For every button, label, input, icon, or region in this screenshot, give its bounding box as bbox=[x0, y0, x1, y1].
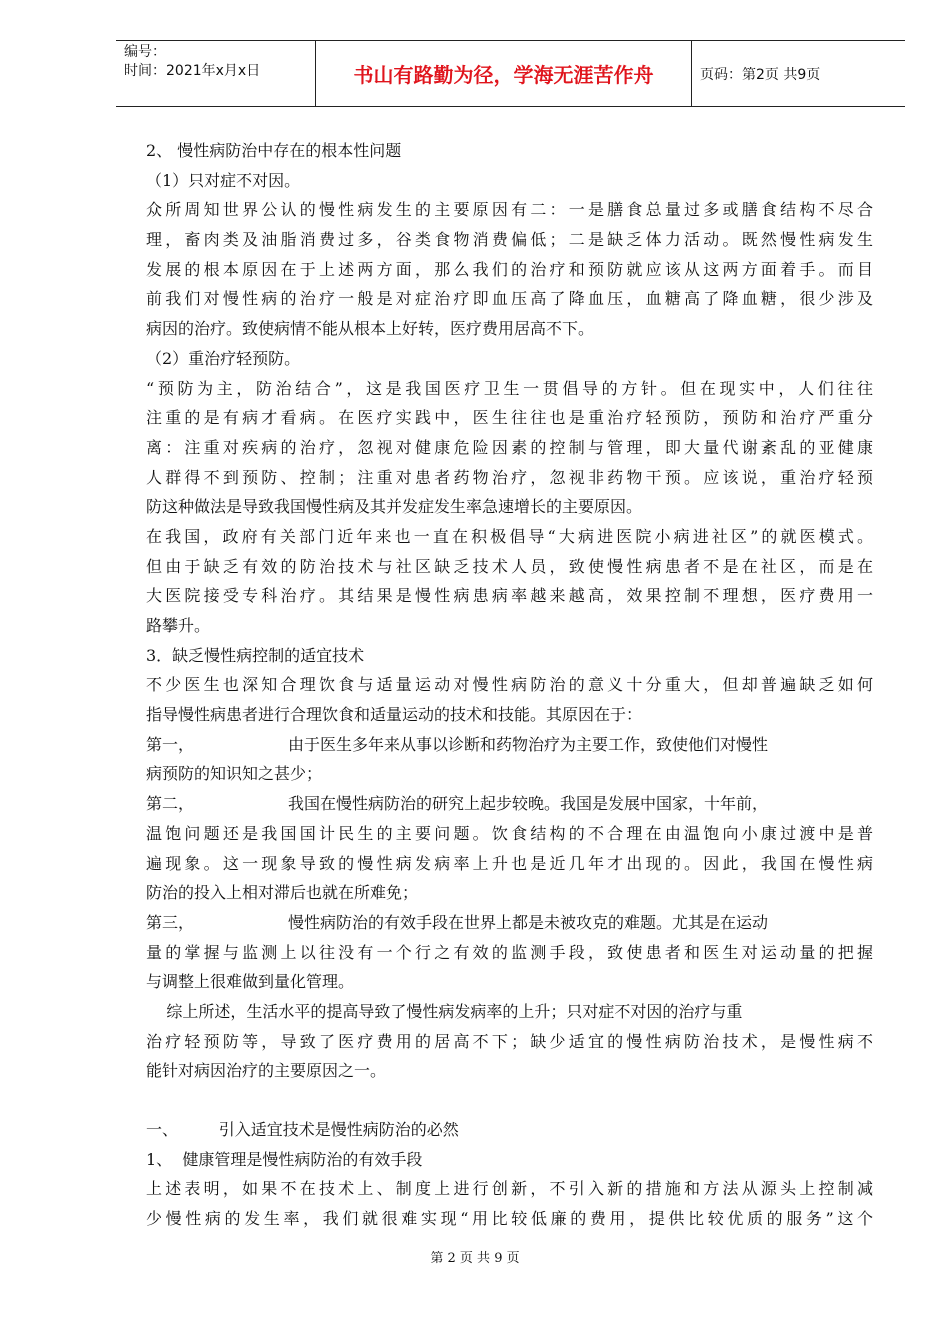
paragraph-line: 人群得不到预防、控制；注重对患者药物治疗，忽视非药物干预。应该说，重治疗轻预 bbox=[146, 467, 873, 487]
list-item-third bbox=[146, 908, 873, 938]
header-table bbox=[116, 40, 905, 107]
paragraph-line: 不少医生也深知合理饮食与适量运动对慢性病防治的意义十分重大，但却普遍缺乏如何 bbox=[146, 675, 873, 695]
paragraph-line: 在我国，政府有关部门近年来也一直在积极倡导“大病进医院小病进社区”的就医模式。 bbox=[146, 526, 873, 546]
paragraph-line: “预防为主，防治结合”，这是我国医疗卫生一贯倡导的方针。但在现实中，人们往往 bbox=[146, 378, 873, 398]
header-page-cell bbox=[692, 41, 905, 106]
paragraph-line: 大医院接受专科治疗。其结果是慢性病患病率越来越高，效果控制不理想，医疗费用一 bbox=[146, 586, 873, 606]
list-lead: 第三， bbox=[146, 912, 195, 932]
paragraph-line: 与调整上很难做到量化管理。 bbox=[146, 972, 355, 992]
paragraph-line: 指导慢性病患者进行合理饮食和适量运动的技术和技能。其原因在于： bbox=[146, 705, 643, 725]
subsection-heading: （1）只对症不对因。 bbox=[146, 170, 301, 190]
paragraph-line: 前我们对慢性病的治疗一般是对症治疗即血压高了降血压，血糖高了降血糖，很少涉及 bbox=[146, 289, 873, 309]
paragraph-line: 治疗轻预防等，导致了医疗费用的居高不下；缺少适宜的慢性病防治技术，是慢性病不 bbox=[146, 1031, 873, 1051]
paragraph-line: 遍现象。这一现象导致的慢性病发病率上升也是近几年才出现的。因此，我国在慢性病 bbox=[146, 853, 873, 873]
section-heading: 3．缺乏慢性病控制的适宜技术 bbox=[146, 645, 365, 665]
blank-line bbox=[146, 1086, 873, 1115]
paragraph-line: 上述表明，如果不在技术上、制度上进行创新，不引入新的措施和方法从源头上控制减 bbox=[146, 1179, 873, 1199]
paragraph-line: 发展的根本原因在于上述两方面，那么我们的治疗和预防就应该从这两方面着手。而目 bbox=[146, 259, 873, 279]
paragraph-line: 众所周知世界公认的慢性病发生的主要原因有二：一是膳食总量过多或膳食结构不尽合 bbox=[146, 200, 873, 220]
paragraph-line: 量的掌握与监测上以往没有一个行之有效的监测手段，致使患者和医生对运动量的把握 bbox=[146, 942, 873, 962]
paragraph-line: 病预防的知识知之甚少； bbox=[146, 764, 323, 784]
list-lead: 第二， bbox=[146, 794, 195, 814]
page-footer: 第 2 页 共 9 页 bbox=[430, 1251, 520, 1266]
paragraph-line: 能针对病因治疗的主要原因之一。 bbox=[146, 1061, 387, 1081]
list-text: 我国在慢性病防治的研究上起步较晚。我国是发展中国家，十年前， bbox=[288, 794, 769, 814]
list-text: 由于医生多年来从事以诊断和药物治疗为主要工作，致使他们对慢性 bbox=[288, 734, 769, 754]
paragraph-line: 路攀升。 bbox=[146, 616, 211, 635]
header-page-code: 页码：第2页 共9页 bbox=[700, 66, 821, 83]
paragraph-line: 离：注重对疾病的治疗，忽视对健康危险因素的控制与管理，即大量代谢紊乱的亚健康 bbox=[146, 437, 873, 457]
list-lead: 第一， bbox=[146, 734, 195, 754]
paragraph-line: 理，畜肉类及油脂消费过多，谷类食物消费偏低；二是缺乏体力活动。既然慢性病发生 bbox=[146, 230, 873, 250]
paragraph-line: 少慢性病的发生率，我们就很难实现“用比较低廉的费用，提供比较优质的服务”这个 bbox=[146, 1209, 873, 1229]
paragraph-line: 综上所述，生活水平的提高导致了慢性病发病率的上升；只对症不对因的治疗与重 bbox=[146, 1001, 743, 1021]
document-number-label: 编号： bbox=[124, 44, 166, 60]
list-item-first bbox=[146, 730, 873, 760]
paragraph-line: 病因的治疗。致使病情不能从根本上好转，医疗费用居高不下。 bbox=[146, 319, 595, 339]
paragraph-line: 注重的是有病才看病。在医疗实践中，医生往往也是重治疗轻预防，预防和治疗严重分 bbox=[146, 408, 873, 428]
header-meta-cell bbox=[116, 41, 316, 106]
section-heading: 一、 引入适宜技术是慢性病防治的必然 bbox=[146, 1120, 459, 1139]
section-heading: 2、 慢性病防治中存在的根本性问题 bbox=[146, 141, 402, 160]
paragraph-line: 防治的投入上相对滞后也就在所难免； bbox=[146, 883, 419, 903]
list-item-second bbox=[146, 789, 873, 819]
document-time-label: 时间：2021年x月x日 bbox=[124, 63, 261, 79]
paragraph-line: 但由于缺乏有效的防治技术与社区缺乏技术人员，致使慢性病患者不是在社区，而是在 bbox=[146, 556, 873, 576]
paragraph-line: 防这种做法是导致我国慢性病及其并发症发生率急速增长的主要原因。 bbox=[146, 497, 643, 517]
header-motto-cell bbox=[316, 41, 692, 106]
document-body bbox=[146, 136, 873, 1234]
paragraph-line: 温饱问题还是我国国计民生的主要问题。饮食结构的不合理在由温饱向小康过渡中是普 bbox=[146, 823, 873, 843]
subsection-heading: （2）重治疗轻预防。 bbox=[146, 348, 301, 368]
list-text: 慢性病防治的有效手段在世界上都是未被攻克的难题。尤其是在运动 bbox=[288, 912, 769, 932]
header-motto: 书山有路勤为径，学海无涯苦作舟 bbox=[353, 63, 654, 87]
subsection-heading: 1、 健康管理是慢性病防治的有效手段 bbox=[146, 1149, 423, 1169]
